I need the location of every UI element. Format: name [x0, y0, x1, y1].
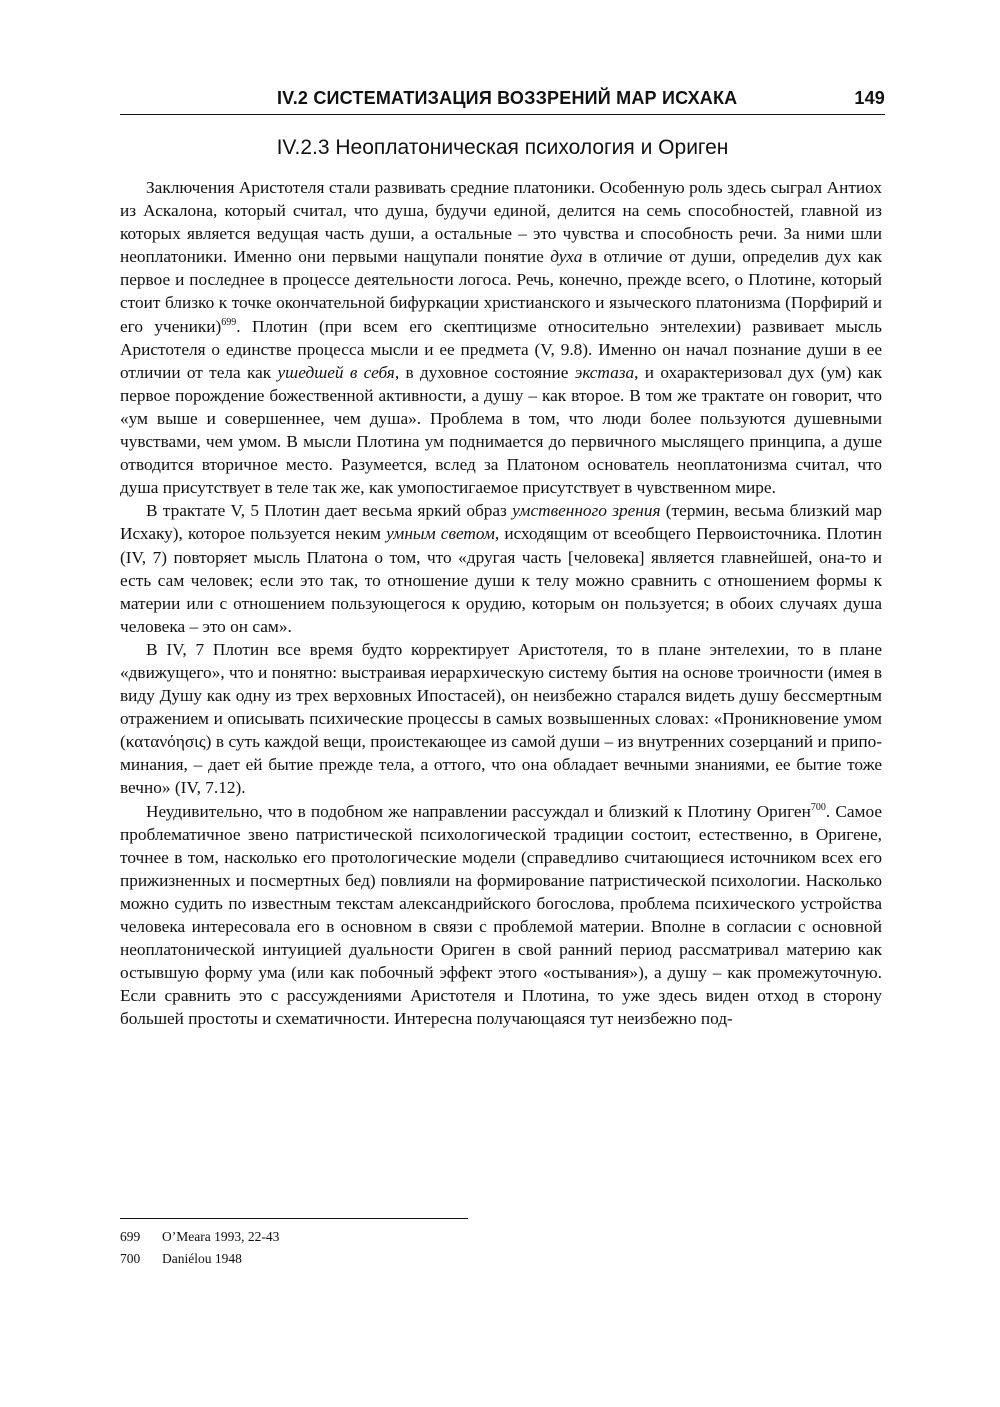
- paragraph-2: В трактате V, 5 Плотин дает весьма яркий образ умственного зрения (термин, весьма близкий мар Исхаку), которое пользуется неким умным светом, исходящим от всеобщего Первоисточника. Плотин (IV, 7) повторяет мысль Платона о том, что «другая часть [человека] является главнейшей, она-то и есть сам человек; если это так, то отношение души к телу можно сравнить с отношением формы к материи или с отношением пользующегося к орудию, которым он пользуется; в обоих случаях душа человека – это он сам».: [120, 501, 883, 636]
- footnote-text: O’Meara 1993, 22-43: [162, 1229, 280, 1244]
- footnote-ref-699[interactable]: 699: [221, 316, 237, 328]
- footnote-ref-700[interactable]: 700: [810, 801, 826, 813]
- emphasis-term: экстаза: [574, 362, 635, 382]
- footnote-number: 699: [120, 1229, 141, 1244]
- footnote-699: [120, 1226, 720, 1248]
- footnote-700: [120, 1248, 720, 1270]
- running-head: [120, 88, 885, 109]
- footnote-text: Daniélou 1948: [162, 1251, 242, 1266]
- header-rule: [120, 114, 885, 115]
- page-number: 149: [854, 88, 885, 108]
- emphasis-term: умственного зрения: [512, 501, 661, 521]
- paragraph-1: Заключения Аристотеля стали развивать средние платоники. Особенную роль здесь сыграл Антиох из Аскалона, который считал, что душа, будучи единой, делится на семь способностей, главной из которых является ведущая часть души, а остальные – это чувства и способность речи. За ними шли неоплатоники. Именно они первыми нащупали понятие духа в отличие от души, определив дух как первое и последнее в процессе деятельности логоса. Речь, конечно, прежде всего, о Плотине, который стоит близко к точке окончательной бифуркации христианского и языческого платонизма (Порфирий и его ученики)$^{699}$. Плотин (при всем его скептицизме относительно энтелехии) развивает мысль Аристотеля о единстве процесса мысли и ее предмета (V, 9.8). Именно он начал познание души в ее отличии от тела как ушедшей в себя, в духовное состояние экстаза, и охарактеризовал дух (ум) как первое порождение божественной активности, а душу – как второе. В том же трактате он говорит, что «ум выше и совершеннее, чем душа». Проблема в том, что люди более пользуются душевными чувствами, чем умом. В мысли Плотина ум поднимается до первичного мыслящего принципа, а душе отводится вторичное место. Разумеется, вслед за Платоном основатель неоплатонизма считал, что душа присутствует в теле так же, как умопостигаемое присутствует в чувственном мире.: [120, 178, 883, 498]
- paragraph-4: Неудивительно, что в подобном же направлении рассуждал и близкий к Плотину Ориген$^{700}$. Самое проблематичное звено патристической психологической традиции состоит, естественно, в Оригене, точнее в том, насколько его протологические модели (справедливо считающиеся источником всех его прижизненных и посмертных бед) повлияли на формирование патристической психологии. Насколько можно судить по известным текстам александрийского богослова, проблема психического устройства человека интересовала его в основном в связи с проблемой материи. Вполне в согласии с основной неоплатонической интуицией дуальности Ориген в свой ранний период рассматривал материю как остывшую форму ума (или как побочный эффект этого «остывания»), а душу – как промежуточную. Если сравнить это с рассуждениями Аристотеля и Плотина, то уже здесь виден отход в сторону большей простоты и схематичности. Интересна получающаяся тут неизбежно под-: [120, 801, 882, 1029]
- footnotes: [120, 1226, 720, 1270]
- footnote-rule: [120, 1218, 468, 1219]
- emphasis-term: умным светом: [386, 524, 495, 544]
- emphasis-term: духа: [550, 247, 583, 267]
- running-title: IV.2 СИСТЕМАТИЗАЦИЯ ВОЗЗРЕНИЙ МАР ИСХАКА: [276, 88, 738, 108]
- footnote-number: 700: [120, 1251, 141, 1266]
- emphasis-term: ушедшей в себя: [277, 362, 395, 382]
- paragraph-3: В IV, 7 Плотин все время будто корректирует Аристотеля, то в плане энтелехии, то в плане «движущего», что и понятно: выстраивая иерархическую систему бытия на основе троичности (имея в виду Душу как одну из трех верховных Ипостасей), он неизбежно старался видеть душу бессмертным отражением и описывать психические процессы в самых возвышенных словах: «Проникновение умом (κατανόησις) в суть каждой вещи, проистекающее из самой души – из внутренних созерцаний и припоминания, – дает ей бытие прежде тела, а оттого, что она обладает вечными знаниями, ее бытие тоже вечно» (IV, 7.12).: [120, 639, 882, 798]
- section-title: IV.2.3 Неоплатоническая психология и Ориген: [276, 136, 729, 159]
- body-text: [120, 176, 882, 1030]
